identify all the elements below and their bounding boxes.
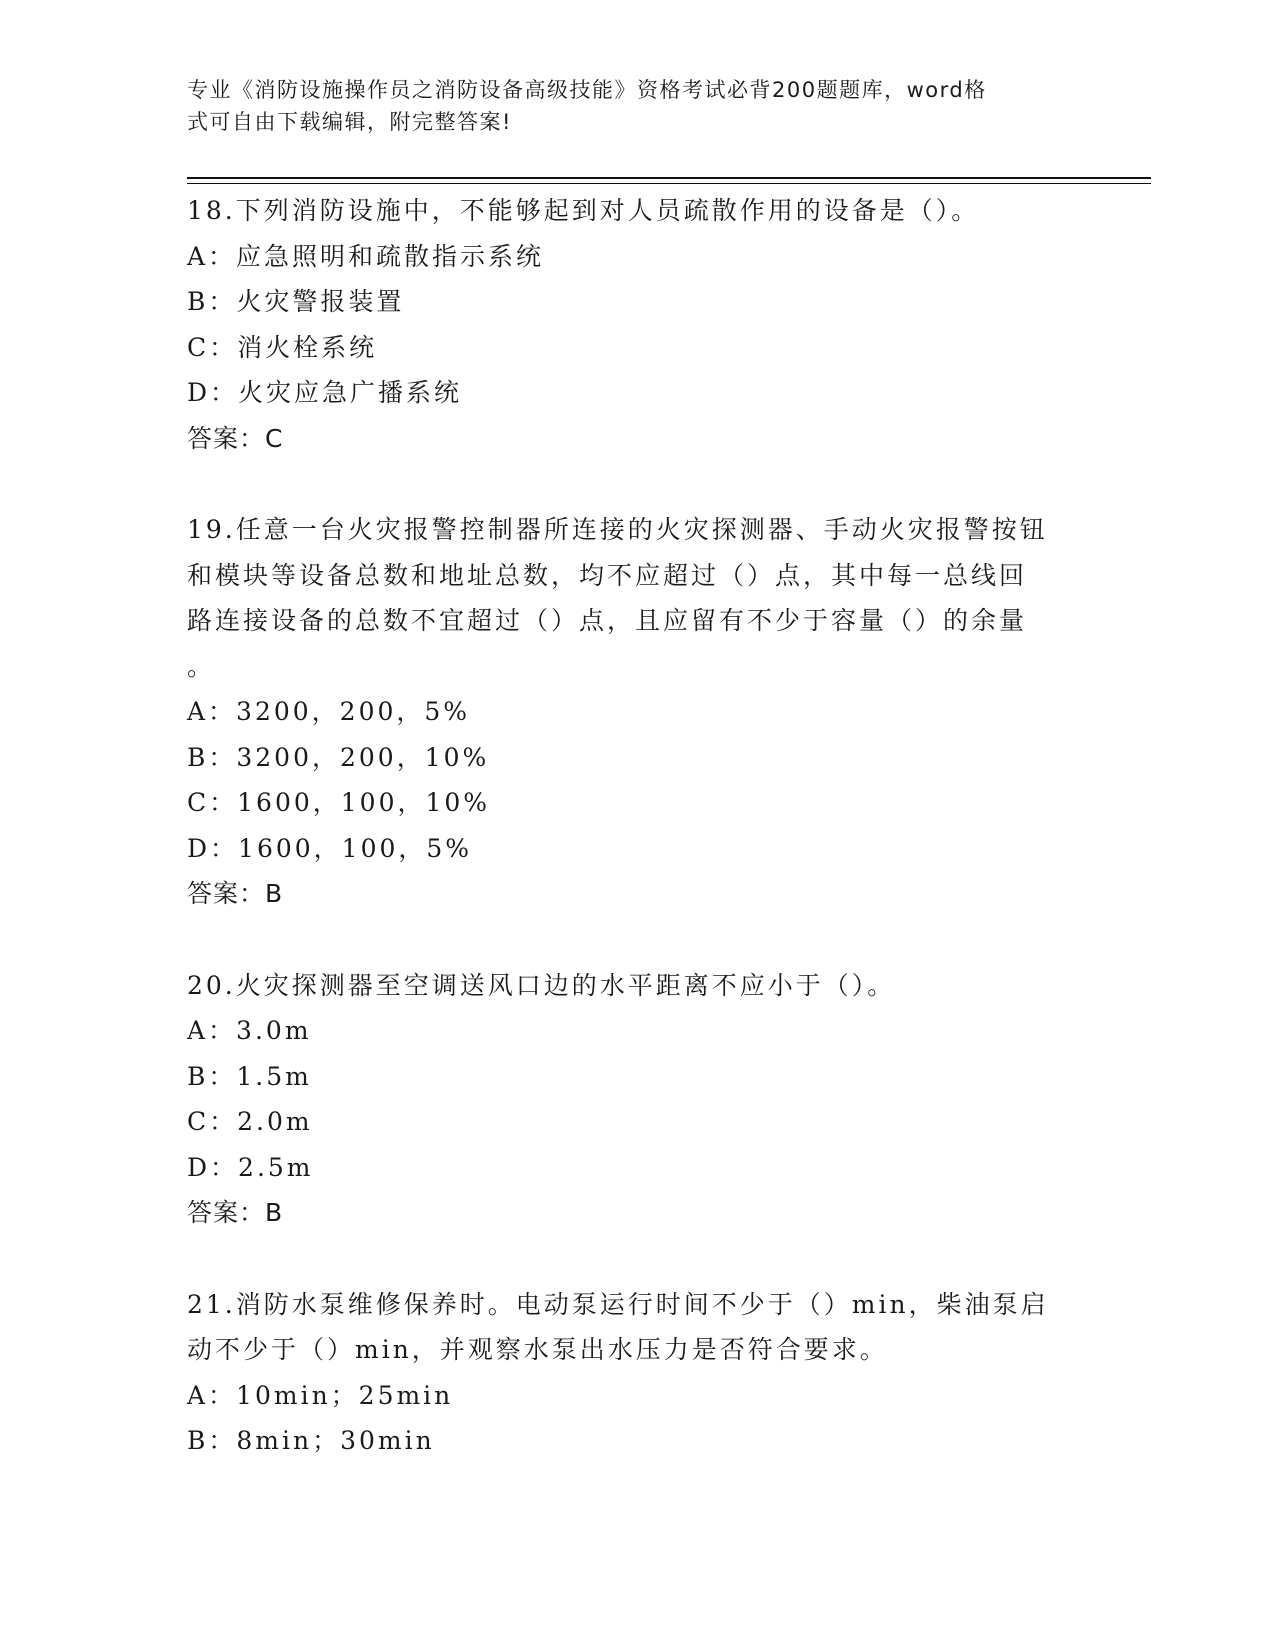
option-b: B：火灾警报装置 <box>187 287 405 316</box>
header-line-1: 专业《消防设施操作员之消防设备高级技能》资格考试必背200题题库，word格 <box>187 78 987 102</box>
header-divider-thin <box>187 183 1151 184</box>
option-a: A：10min；25min <box>187 1380 454 1410</box>
option-a: A：应急照明和疏散指示系统 <box>187 241 545 271</box>
option-a: A：3200，200，5% <box>187 697 471 726</box>
option-c: C：2.0m <box>187 1107 313 1136</box>
option-d: D：2.5m <box>187 1152 314 1182</box>
answer-line: 答案：C <box>187 423 284 453</box>
question-stem: 动不少于（）min，并观察水泵出水压力是否符合要求。 <box>187 1335 888 1364</box>
option-c: C：1600，100，10% <box>187 788 491 817</box>
question-stem: 。 <box>187 651 216 681</box>
question-21 <box>187 1282 1087 1464</box>
option-b: B：1.5m <box>187 1061 312 1091</box>
question-list <box>187 188 1087 1510</box>
option-d: D：火灾应急广播系统 <box>187 378 463 407</box>
option-a: A：3.0m <box>187 1016 312 1045</box>
option-b: B：8min；30min <box>187 1426 435 1455</box>
question-19 <box>187 507 1087 917</box>
question-stem: 19.任意一台火灾报警控制器所连接的火灾探测器、手动火灾报警按钮 <box>187 515 1048 544</box>
answer-line: 答案：B <box>187 1198 284 1227</box>
option-c: C：消火栓系统 <box>187 332 378 362</box>
question-stem: 18.下列消防设施中，不能够起到对人员疏散作用的设备是（）。 <box>187 196 980 225</box>
document-header <box>187 74 1067 138</box>
question-stem: 21.消防水泵维修保养时。电动泵运行时间不少于（）min，柴油泵启 <box>187 1289 1049 1319</box>
question-20 <box>187 963 1087 1236</box>
question-stem: 和模块等设备总数和地址总数，均不应超过（）点，其中每一总线回 <box>187 560 1028 590</box>
question-stem: 20.火灾探测器至空调送风口边的水平距离不应小于（）。 <box>187 970 896 1000</box>
option-b: B：3200，200，10% <box>187 742 490 772</box>
question-stem: 路连接设备的总数不宜超过（）点，且应留有不少于容量（）的余量 <box>187 606 1028 635</box>
answer-line: 答案：B <box>187 879 284 908</box>
option-d: D：1600，100，5% <box>187 833 473 863</box>
header-line-2: 式可自由下载编辑，附完整答案! <box>187 110 512 134</box>
header-divider-thick <box>187 177 1151 179</box>
question-18 <box>187 188 1087 461</box>
